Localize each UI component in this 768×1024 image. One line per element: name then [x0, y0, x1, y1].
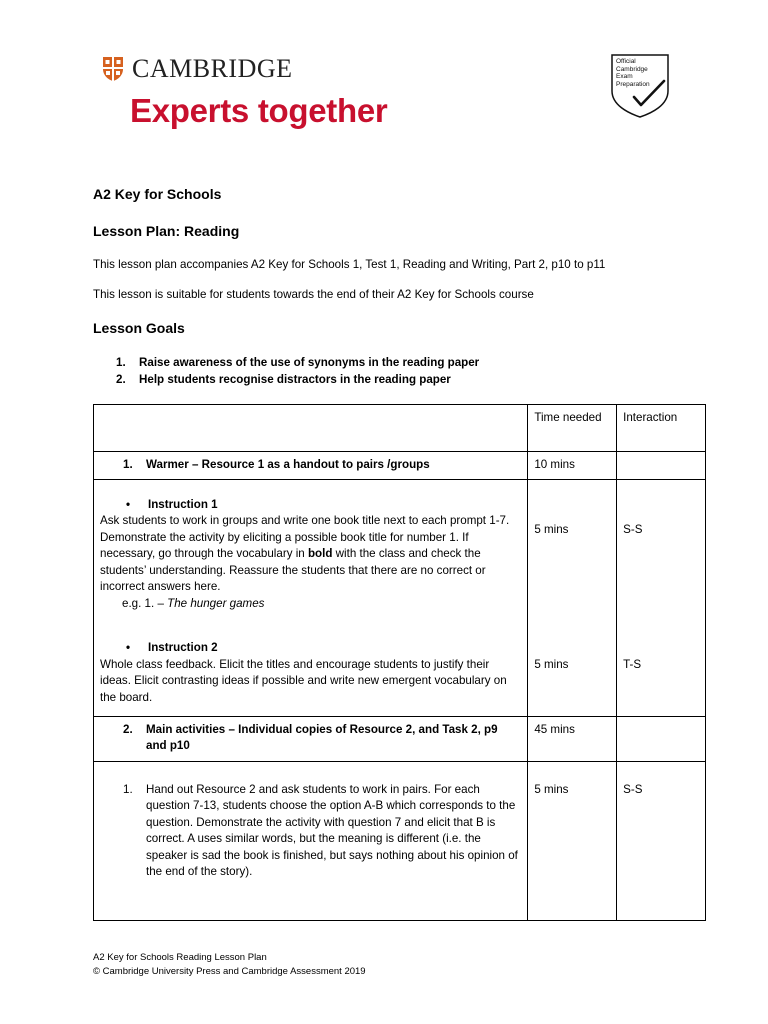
- instruction-1-time: 5 mins: [534, 522, 569, 536]
- warmer-interaction: [617, 452, 706, 480]
- instructions-time-cell: [528, 479, 617, 716]
- handout-interaction-cell: [617, 761, 706, 920]
- instruction-2-title: [100, 640, 521, 657]
- section-number: 1.: [123, 458, 133, 471]
- goal-text: Raise awareness of the use of synonyms in the reading paper: [139, 356, 480, 369]
- header-cell-time: Time needed: [528, 405, 617, 452]
- tagline: Experts together: [130, 92, 388, 129]
- intro-paragraph-2: This lesson is suitable for students towards the end of their A2 Key for Schools course: [93, 288, 534, 301]
- goals-heading: Lesson Goals: [93, 320, 185, 336]
- cambridge-shield-icon: [102, 56, 124, 82]
- header-cell-interaction: Interaction: [617, 405, 706, 452]
- main-interaction: [617, 716, 706, 761]
- cambridge-logo: [102, 54, 293, 84]
- footer-copyright: © Cambridge University Press and Cambridge Assessment 2019: [93, 966, 366, 977]
- badge-line: Official: [616, 58, 636, 65]
- instruction-text-part: Ask students to work in groups and write one book title next to each prompt 1-7. Demonstrate the activity by eliciting a possible book title for number 1. If necessary, go through the vocabulary in: [100, 514, 510, 560]
- goal-item: [116, 371, 479, 388]
- instruction-text-bold: bold: [307, 547, 333, 560]
- lesson-table: [93, 404, 706, 921]
- handout-interaction: S-S: [623, 782, 643, 796]
- main-title: [100, 722, 521, 755]
- intro-paragraph-1: This lesson plan accompanies A2 Key for Schools 1, Test 1, Reading and Writing, Part 2, p10 to p11: [93, 258, 606, 271]
- section-number: 2.: [123, 722, 133, 736]
- goal-item: [116, 354, 479, 371]
- main-cell: [94, 716, 528, 761]
- goal-number: 1.: [116, 356, 126, 369]
- badge-text: [616, 58, 660, 88]
- step-number: 1.: [123, 782, 133, 796]
- course-title: A2 Key for Schools: [93, 186, 222, 202]
- instruction-2-interaction: T-S: [623, 658, 642, 671]
- table-row-instructions: [94, 479, 706, 716]
- table-row-warmer: [94, 452, 706, 480]
- instruction-1-example: [100, 596, 521, 613]
- badge-line: Exam: [616, 73, 633, 81]
- instructions-cell: [94, 479, 528, 716]
- instruction-title-text: Instruction 2: [148, 641, 218, 654]
- section-title-text: Warmer – Resource 1 as a handout to pairs /groups: [146, 458, 430, 471]
- table-row-main-activities: [94, 716, 706, 761]
- example-italic: The hunger games: [167, 596, 265, 610]
- handout-cell: [94, 761, 528, 920]
- section-title-text: Main activities – Individual copies of Resource 2, and Task 2, p9 and p10: [146, 722, 498, 752]
- table-header-row: [94, 405, 706, 452]
- goal-number: 2.: [116, 373, 126, 386]
- warmer-time: 10 mins: [528, 452, 617, 480]
- badge-line: Preparation: [616, 80, 650, 88]
- table-row-handout: [94, 761, 706, 920]
- instruction-2-time: 5 mins: [534, 658, 569, 671]
- badge-line: Cambridge: [616, 65, 648, 73]
- handout-step: [100, 782, 521, 881]
- bullet-icon: •: [126, 641, 131, 654]
- header-cell-activity: [94, 405, 528, 452]
- instruction-1-title: [100, 497, 521, 514]
- warmer-cell: [94, 452, 528, 480]
- instructions-interaction-cell: [617, 479, 706, 716]
- brand-name: CAMBRIDGE: [132, 54, 293, 83]
- handout-time: 5 mins: [534, 782, 569, 796]
- example-prefix: e.g. 1. –: [122, 596, 168, 610]
- goal-text: Help students recognise distractors in the reading paper: [139, 373, 451, 386]
- warmer-title: [100, 457, 521, 474]
- instruction-2-text: Whole class feedback. Elicit the titles and encourage students to justify their ideas. Elicit contrasting ideas if possible and write new emergent vocabulary on the board.: [100, 657, 507, 704]
- instruction-title-text: Instruction 1: [148, 497, 218, 511]
- instruction-text-part: with the class and check the students’ understanding. Reassure the students that there are no correct or incorrect answers here.: [100, 547, 486, 593]
- instruction-1-text: [100, 513, 521, 596]
- lesson-plan-title: Lesson Plan: Reading: [93, 223, 240, 239]
- page-footer: [93, 951, 366, 979]
- main-time: 45 mins: [528, 716, 617, 761]
- step-text: Hand out Resource 2 and ask students to work in pairs. For each question 7-13, students choose the option A-B which corresponds to the question. Demonstrate the activity with question 7 and elicit that B is correct. A uses similar words, but the meaning is different (i.e. the speaker is sad the book is finished, but says nothing about his opinion of the end of the story).: [146, 782, 518, 878]
- instruction-1-interaction: S-S: [623, 522, 643, 536]
- footer-line-1: A2 Key for Schools Reading Lesson Plan: [93, 952, 267, 963]
- handout-time-cell: [528, 761, 617, 920]
- goals-list: [116, 354, 479, 388]
- bullet-icon: •: [126, 497, 131, 511]
